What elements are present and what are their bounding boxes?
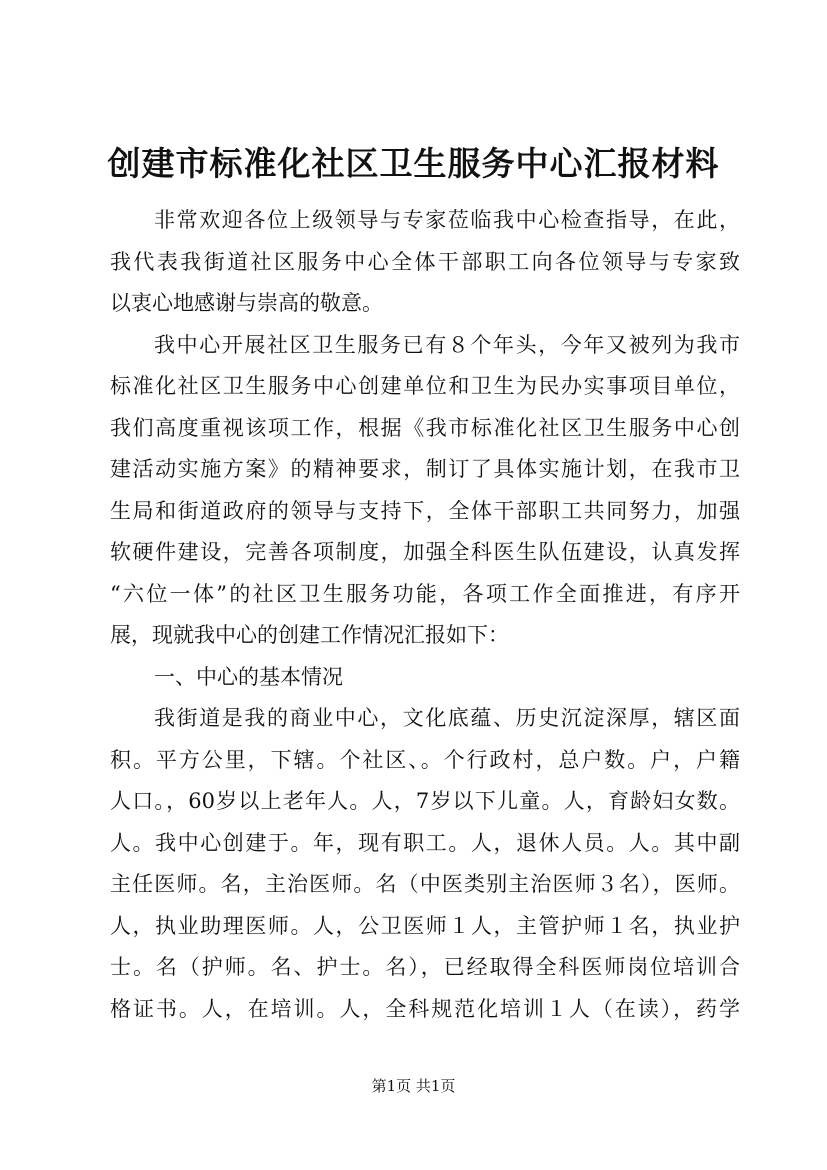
paragraph-line: 标准化社区卫生服务中心创建单位和卫生为民办实事项目单位，: [110, 374, 740, 398]
paragraph-line: 我街道是我的商业中心，文化底蕴、历史沉淀深厚，辖区面: [154, 706, 740, 730]
paragraph-line: 人口。，60岁以上老年人。人，7岁以下儿童。人，育龄妇女数。: [110, 789, 740, 813]
paragraph-line: 人，执业助理医师。人，公卫医师１人，主管护师１名，执业护: [110, 913, 740, 938]
paragraph-line: “六位一体”的社区卫生服务功能，各项工作全面推进，有序开: [110, 581, 740, 606]
paragraph-line: 主任医师。名，主治医师。名（中医类别主治医师３名），医师。: [110, 872, 740, 896]
paragraph-line: 生局和街道政府的领导与支持下，全体干部职工共同努力，加强: [110, 498, 740, 523]
paragraph-line: 我们高度重视该项工作，根据《我市标准化社区卫生服务中心创: [110, 415, 740, 440]
document-title: 创建市标准化社区卫生服务中心汇报材料: [107, 144, 720, 183]
paragraph-line: 展，现就我中心的创建工作情况汇报如下：: [110, 623, 509, 647]
paragraph-line: 非常欢迎各位上级领导与专家莅临我中心检查指导，在此，: [154, 208, 740, 232]
paragraph-line: 我代表我街道社区服务中心全体干部职工向各位领导与专家致: [110, 249, 740, 274]
paragraph-line: 士。名（护师。名、护士。名），已经取得全科医师岗位培训合: [110, 955, 740, 979]
section-heading: 一、中心的基本情况: [154, 664, 343, 689]
paragraph-line: 人。我中心创建于。年，现有职工。人，退休人员。人。其中副: [110, 830, 740, 855]
paragraph-line: 格证书。人，在培训。人，全科规范化培训１人（在读），药学: [110, 996, 740, 1021]
document-body: [110, 200, 740, 1030]
paragraph-line: 建活动实施方案》的精神要求，制订了具体实施计划，在我市卫: [110, 457, 740, 481]
paragraph-line: 积。平方公里，下辖。个社区、。个行政村，总户数。户，户籍: [110, 747, 740, 772]
page-footer: 第1页 共1页: [371, 1077, 456, 1095]
paragraph-line: 以衷心地感谢与崇高的敬意。: [110, 291, 383, 315]
paragraph-line: 我中心开展社区卫生服务已有８个年头，今年又被列为我市: [154, 332, 740, 357]
paragraph-line: 软硬件建设，完善各项制度，加强全科医生队伍建设，认真发挥: [110, 540, 740, 564]
